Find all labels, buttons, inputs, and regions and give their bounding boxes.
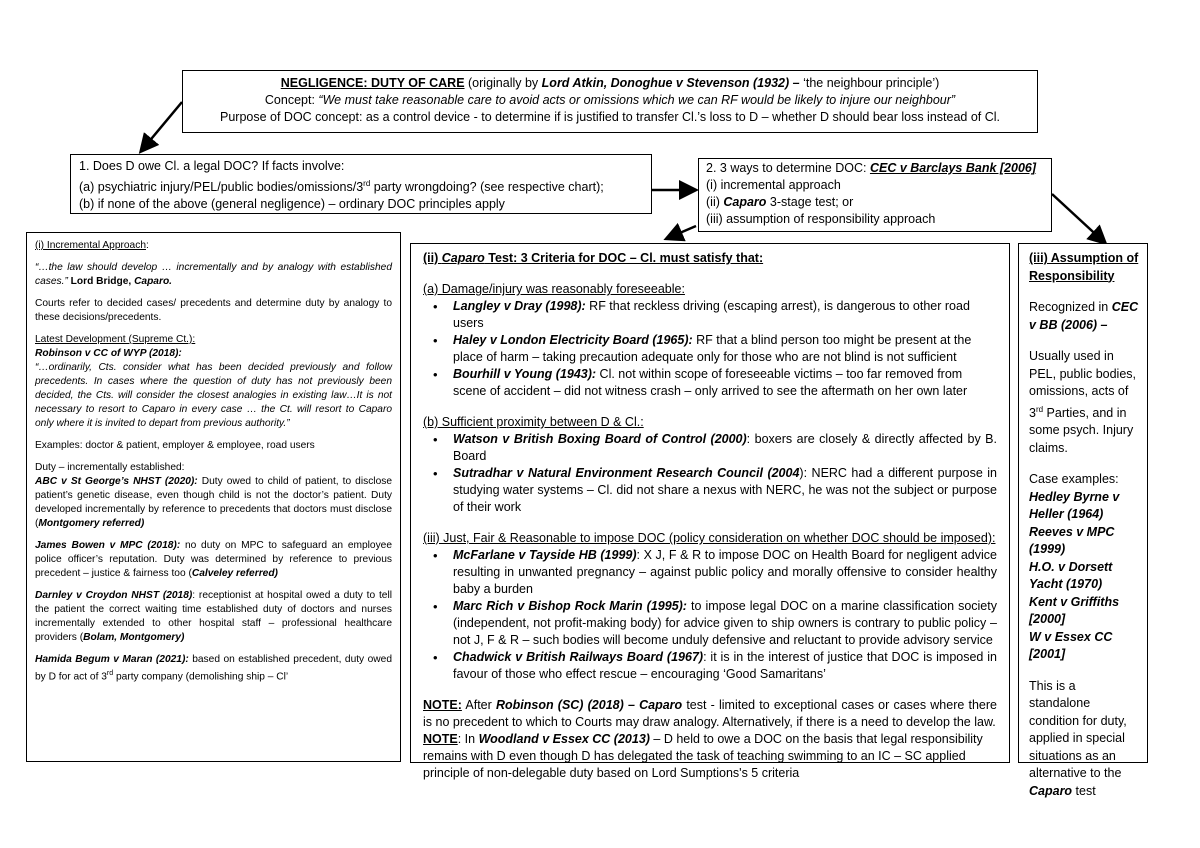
arrow-step2-to-caparo [668,226,696,238]
incremental-heading: (i) Incremental Approach [35,240,146,251]
foreseeability-case: • Haley v London Electricity Board (1965): RF that a blind person too might be present at the place of harm – taking precaution adequate only for those who are not blind is not sufficient [453,332,997,366]
case-name: McFarlane v Tayside HB (1999) [453,548,637,562]
case-name: Haley v London Electricity Board (1965): [453,333,693,347]
purpose-line: Purpose of DOC concept: as a control device - to determine if is justified to transfer Cl.’s loss to D – whether D should bear loss instead of Cl. [220,110,1000,124]
begum-case: Hamida Begum v Maran (2021): based on established precedent, duty owed by D for act of 3rd party company (demolishing ship – Cl’ [35,654,392,683]
caparo-heading: (ii) Caparo Test: 3 Criteria for DOC – Cl. must satisfy that: [423,251,764,265]
proximity-case: • Watson v British Boxing Board of Control (2000): boxers are closely & directly affected by B. Board [453,431,997,465]
page-title: NEGLIGENCE: DUTY OF CARE [280,76,465,90]
case-name: Bourhill v Young (1943): [453,367,597,381]
title-line: NEGLIGENCE: DUTY OF CARE (originally by Lord Atkin, Donoghue v Stevenson (1932) – ‘the neighbour principle’) [280,76,940,90]
case-name: Marc Rich v Bishop Rock Marin (1995): [453,599,687,613]
incremental-approach-box: (i) Incremental Approach: “…the law should develop … incrementally and by analogy with established cases.” Lord Bridge, Caparo. Courts refer to decided cases/ precedents and determine duty by analogy to these decisions/precedents. Latest Development (Supreme Ct.): Robinson v CC of WYP (2018): “…ordinarily, Cts. consider what has been decided previously and follow precedents. In cases where the question of duty has not previously been decided, the Cts. will consider the closest analogies in existing law…It is not necessary to resort to Caparo in every case … the Ct. will resort to Caparo only where it is invited to depart from previous authority.” Examples: doctor & patient, employer & employee, road users Duty – incrementally established: ABC v St George’s NHST (2020): Duty owed to child of patient, to disclose patient’s genetic disease, even though child is not the doctor’s patient. Duty developed incrementally by reference to precedents that doctors must disclose (Montgomery referred) James Bowen v MPC (2018): no duty on MPC to safeguard an employee police officer’s reputation. Duty was determined by reference to previous precedent – justice & fairness too (Calveley referred) Darnley v Croydon NHST (2018): receptionist at hospital owed a duty to tell the patient the correct waiting time established duty of doctors and nurses incrementally extended to other hospital staff – professional healthcare providers (Bolam, Montgomery) Hamida Begum v Maran (2021): based on established precedent, duty owed by D for act of 3rd party company (demolishing ship – Cl’ [26,232,401,762]
arrow-top-to-step1 [142,102,182,150]
proximity-case: • Sutradhar v Natural Environment Research Council (2004): NERC had a different purpose in studying water systems – Cl. did not share a nexus with NERC, he was not the subject or purpose of their work [453,465,997,516]
concept-line: Concept: “We must take reasonable care to avoid acts or omissions which we can RF would be likely to injure our neighbour” [264,93,956,107]
title-box [182,70,1038,133]
note-robinson: NOTE: After Robinson (SC) (2018) – Caparo test - limited to exceptional cases or cases where there is no precedent to which to Courts may draw analogy. Alternatively, if there is a need to develop the law. [423,698,997,729]
fjr-case: • Marc Rich v Bishop Rock Marin (1995): to impose legal DOC on a marine classification society (independent, not profit-making body) for advice given to ship owners is contrary to public policy – not J, F & R – such bodies will become unduly defensive and reluctant to provide advisory service [453,598,997,649]
abc-case: ABC v St George’s NHST (2020): Duty owed to child of patient, to disclose patient’s genetic disease, even though child is not the doctor’s patient. Duty developed incrementally by reference to precedents that doctors must disclose (Montgomery referred) [35,476,392,529]
assumption-case: Hedley Byrne v Heller (1964) [1029,489,1120,522]
proximity-list [423,431,997,516]
fair-just-reasonable-list [423,547,997,683]
step2-box: 2. 3 ways to determine DOC: CEC v Barclays Bank [2006] (i) incremental approach (ii) Caparo 3-stage test; or (iii) assumption of responsibility approach [698,158,1052,232]
arrow-step2-to-assumption [1052,194,1104,242]
assumption-heading: (iii) Assumption of Responsibility [1029,251,1139,283]
fjr-case: • Chadwick v British Railways Board (1967): it is in the interest of justice that DOC is imposed in favour of those who effect rescue – encouraging ‘Good Samaritans’ [453,649,997,683]
darnley-case: Darnley v Croydon NHST (2018): receptionist at hospital owed a duty to tell the patient the correct waiting time established duty of doctors and nurses incrementally extended to other hospital staff – professional healthcare providers (Bolam, Montgomery) [35,590,393,643]
fjr-case: • McFarlane v Tayside HB (1999): X J, F & R to impose DOC on Health Board for negligent advice resulting in unwanted pregnancy – against public policy and morally offensive to consider healthy baby a burden [453,547,997,598]
assumption-case-list [1029,489,1139,664]
caparo-test-box: (ii) Caparo Test: 3 Criteria for DOC – Cl. must satisfy that: (a) Damage/injury was reasonably foreseeable: • Langley v Dray (1998): RF that reckless driving (escaping arrest), is dangerous to other road users • Haley v London Electricity Board (1965): RF that a blind person too might be present at the place of harm – taking precaution adequate only for those who are not blind is not sufficient • Bourhill v Young (1943): Cl. not within scope of foreseeable victims – too far removed from scene of accident – did not witness crash – only arrived to see the aftermath on her own later (b) Sufficient proximity between D & Cl.: • Watson v British Boxing Board of Control (2000): boxers are closely & directly affected by B. Board • Sutradhar v Natural Environment Research Council (2004): NERC had a different purpose in studying water systems – Cl. did not share a nexus with NERC, he was not the subject or purpose of their work (iii) Just, Fair & Reasonable to impose DOC (policy consideration on whether DOC should be imposed): • McFarlane v Tayside HB (1999): X J, F & R to impose DOC on Health Board for negligent advice resulting in unwanted pregnancy – against public policy and morally offensive to consider healthy baby a burden • Marc Rich v Bishop Rock Marin (1995): to impose legal DOC on a marine classification society (independent, not profit-making body) for advice given to ship owners is contrary to public policy – not J, F & R – such bodies will become unduly defensive and reluctant to provide advisory service • Chadwick v British Railways Board (1967): it is in the interest of justice that DOC is imposed in favour of those who effect rescue – encouraging ‘Good Samaritans’ NOTE: After Robinson (SC) (2018) – Caparo test - limited to exceptional cases or cases where there is no precedent to which to Courts may draw analogy. Alternatively, if there is a need to develop the law. NOTE: In Woodland v Essex CC (2013) – D held to owe a DOC on the basis that legal responsibility remains with D even though D has delegated the task of teaching swimming to an IC – SC applied principle of non-delegable duty based on Lord Sumptions's 5 criteria [410,243,1010,763]
case-name: Langley v Dray (1998): [453,299,586,313]
case-name: Watson v British Boxing Board of Control (2000) [453,432,747,446]
foreseeability-case: • Langley v Dray (1998): RF that reckless driving (escaping arrest), is dangerous to other road users [453,298,997,332]
assumption-case: W v Essex CC [2001] [1029,629,1113,662]
case-name: Chadwick v British Railways Board (1967) [453,650,704,664]
assumption-case: Kent v Griffiths [2000] [1029,594,1120,627]
foreseeability-case: • Bourhill v Young (1943): Cl. not within scope of foreseeable victims – too far removed from scene of accident – did not witness crash – only arrived to see the aftermath on her own later [453,366,997,400]
assumption-case: H.O. v Dorsett Yacht (1970) [1029,559,1113,592]
foreseeability-list [423,298,997,400]
case-name: Sutradhar v Natural Environment Research Council (2004 [453,466,800,480]
assumption-case: Reeves v MPC (1999) [1029,524,1115,557]
step1-box: 1. Does D owe Cl. a legal DOC? If facts involve: (a) psychiatric injury/PEL/public bodies/omissions/3rd party wrongdoing? (see respective chart); (b) if none of the above (general negligence) – ordinary DOC principles apply [70,154,652,214]
assumption-of-responsibility-box: (iii) Assumption of Responsibility Recognized in CEC v BB (2006) – Usually used in PEL, public bodies, omissions, acts of 3rd Parties, and in some psych. Injury claims. Case examples: Hedley Byrne v Heller (1964) Reeves v MPC (1999) H.O. v Dorsett Yacht (1970) Kent v Griffiths [2000] W v Essex CC [2001] This is a standalone condition for duty, applied in special situations as an alternative to the Caparo test [1018,243,1148,763]
bowen-case: James Bowen v MPC (2018): no duty on MPC to safeguard an employee police officer’s reputation. Duty was determined by reference to previous precedent – justice & fairness too (Calveley referred) [35,540,392,579]
note-woodland: NOTE: In Woodland v Essex CC (2013) – D held to owe a DOC on the basis that legal responsibility remains with D even though D has delegated the task of teaching swimming to an IC – SC applied principle of non-delegable duty based on Lord Sumptions's 5 criteria [423,732,983,780]
